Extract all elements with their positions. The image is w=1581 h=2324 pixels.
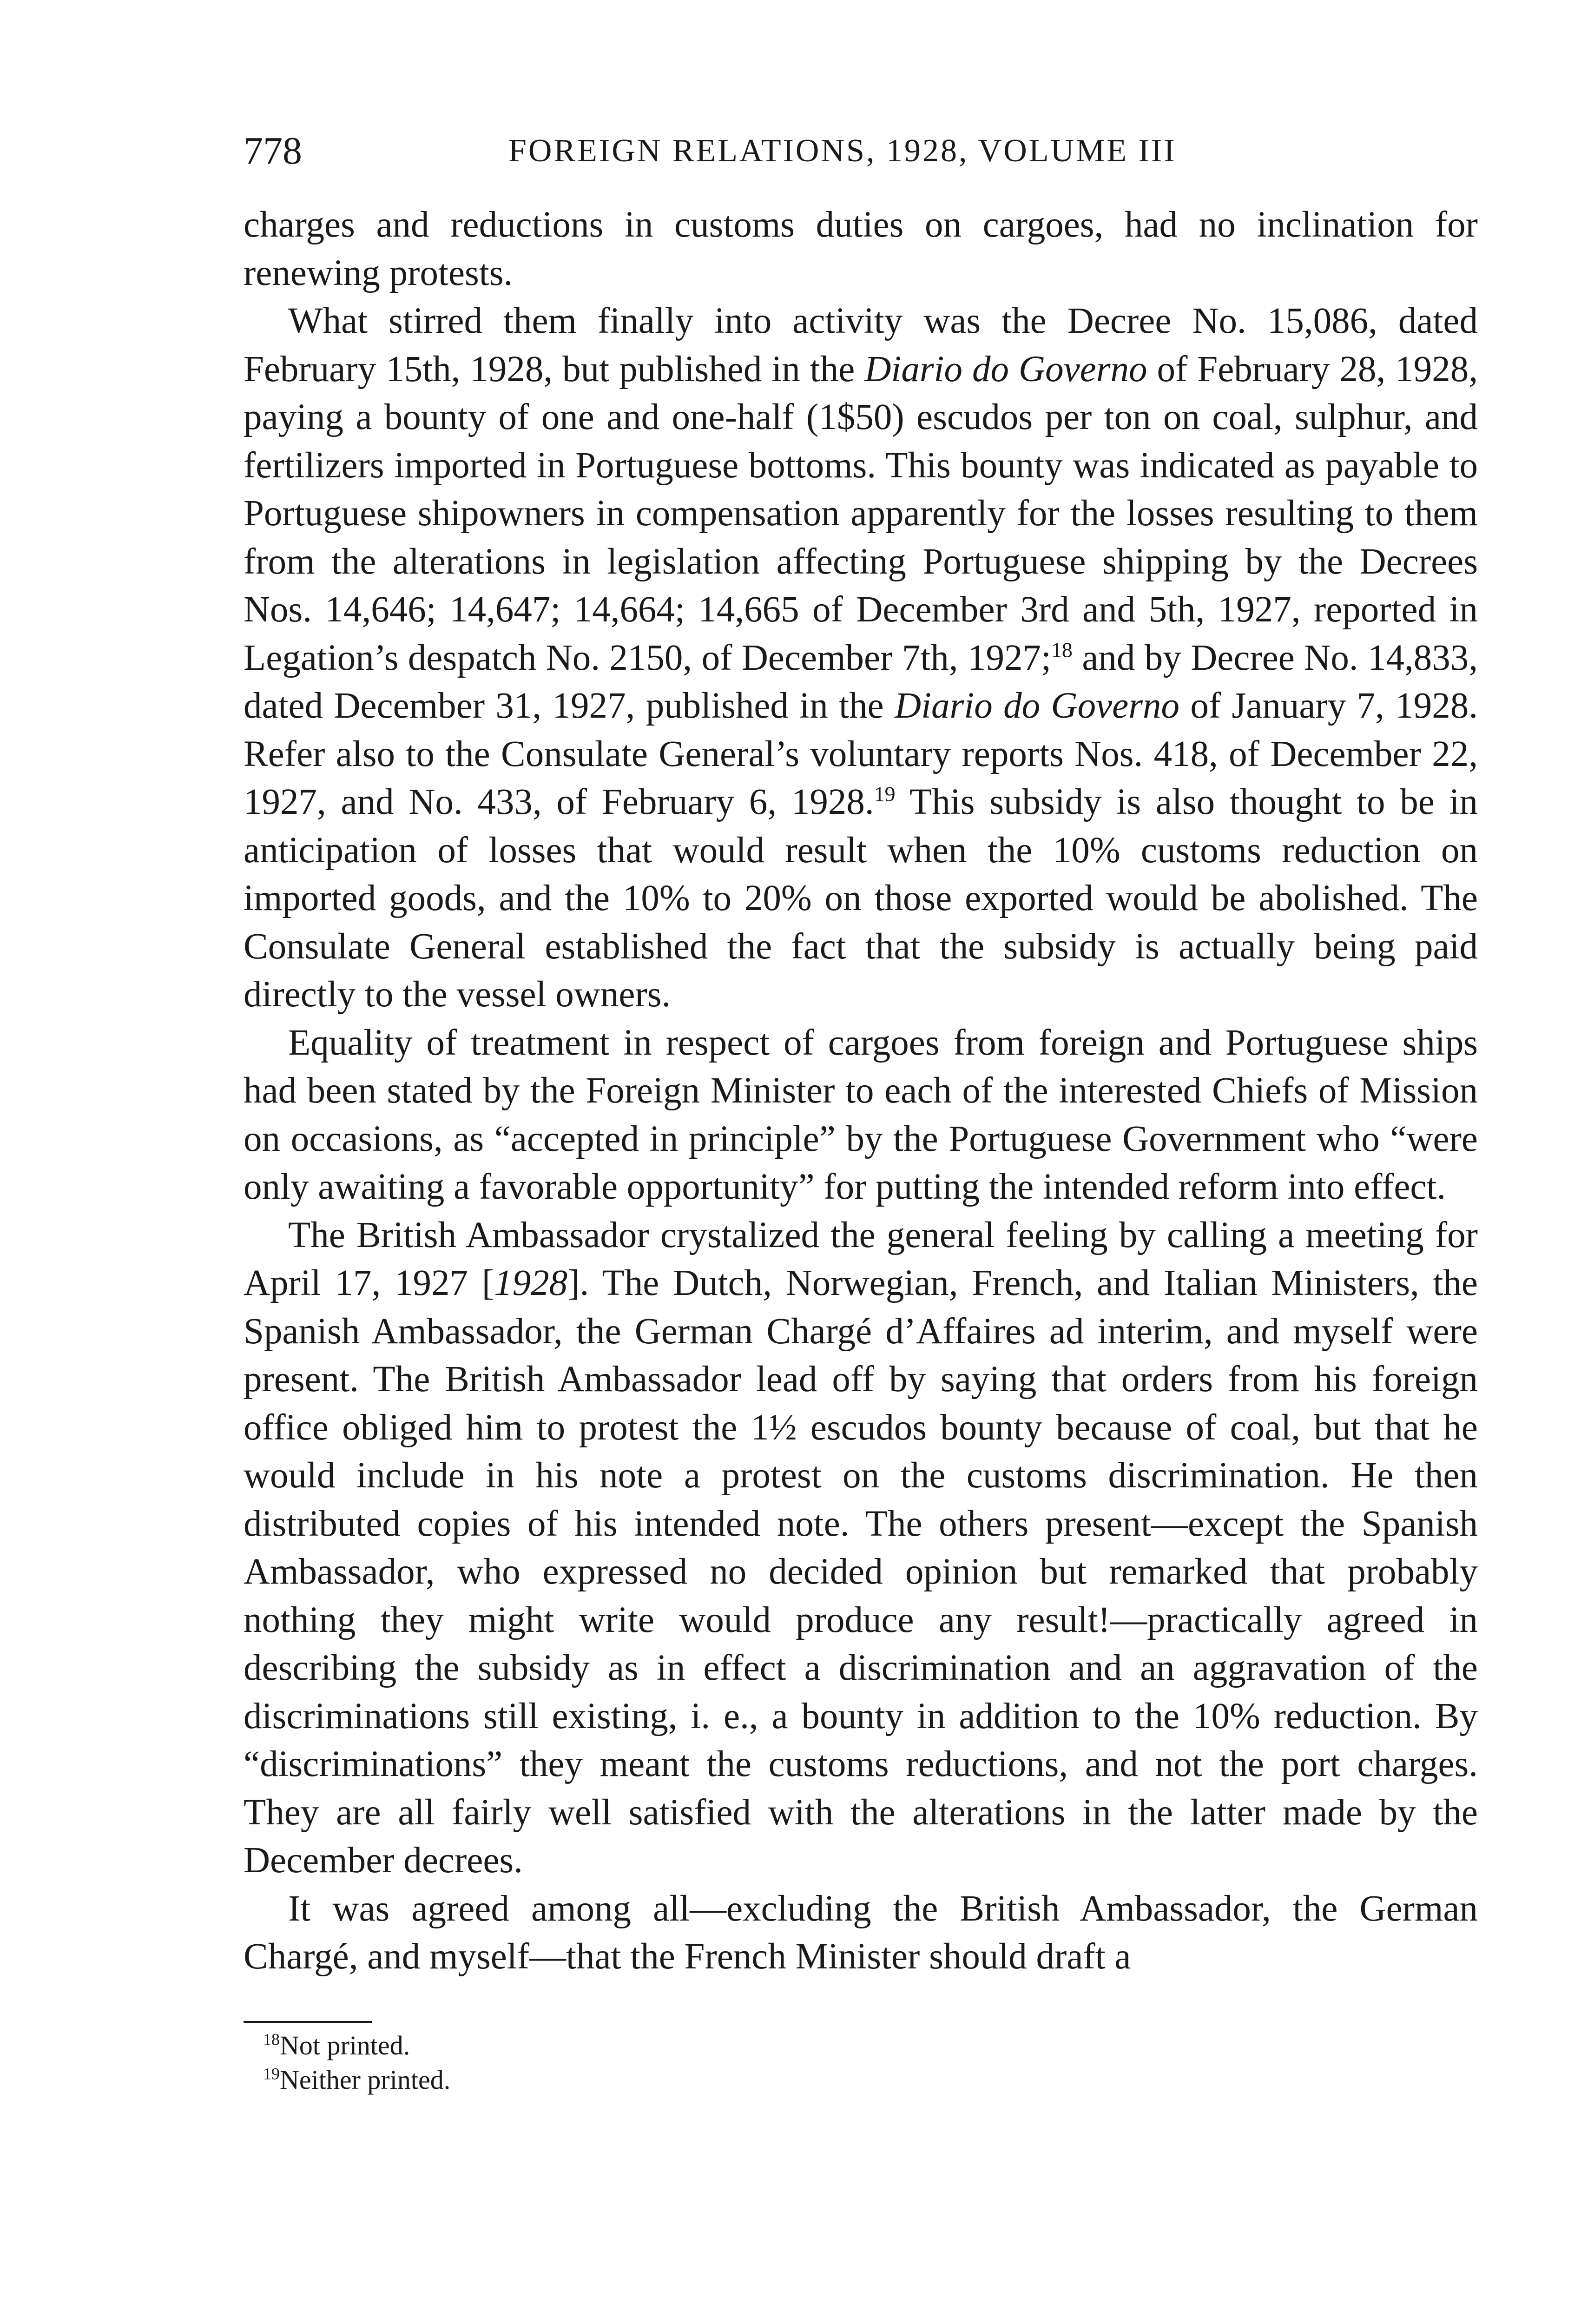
paragraph-text: charges and reductions in customs duties on cargoes, had no inclination for renewing protests. xyxy=(244,205,1478,293)
italic-text: Diario do Governo xyxy=(864,349,1147,390)
document-page xyxy=(244,125,1478,2097)
paragraph-text: of February 28, 1928, paying a bounty of one and one-half (1$50) escudos per ton on coal, sulphur, and fertilizers imported in Portuguese bottoms. This bounty was indicated as payable to Portuguese shipowners in compensation apparently for the losses resulting to them from the alterations in legislation affecting Portuguese shipping by the Decrees Nos. 14,646; 14,647; 14,664; 14,665 of December 3rd and 5th, 1927, reported in Legation’s despatch No. 2150, of December 7th, 1927; xyxy=(244,349,1478,678)
footnote-reference: 18 xyxy=(1051,638,1073,662)
paragraph-text: Equality of treatment in respect of cargoes from foreign and Portuguese ships had been stated by the Foreign Minister to each of the interested Chiefs of Mission on occasions, as “accepted in principle” by the Portuguese Government who “were only awaiting a favorable opportunity” for putting the intended reform into effect. xyxy=(244,1022,1478,1207)
footnote-rule xyxy=(244,2021,372,2023)
italic-text: Diario do Governo xyxy=(895,686,1179,726)
paragraph xyxy=(244,1019,1478,1211)
paragraph-text: of January 7, 1928. Refer also to the Consulate General’s voluntary reports Nos. 418, of December 22, 1927, and No. 433, of February 6, 1928. xyxy=(244,686,1478,822)
paragraph-text: ]. The Dutch, Norwegian, French, and Italian Ministers, the Spanish Ambassador, the German Chargé d’Affaires ad interim, and myself were present. The British Ambassador lead off by saying that orders from his foreign office obliged him to protest the 1½ escudos bounty because of coal, but that he would include in his note a protest on the customs discrimination. He then distributed copies of his intended note. The others present—except the Spanish Ambassador, who expressed no decided opinion but remarked that probably nothing they might write would produce any result!—practically agreed in describing the subsidy as in effect a discrimination and an aggravation of the discriminations still existing, i. e., a bounty in addition to the 10% reduction. By “discriminations” they meant the customs reductions, and not the port charges. They are all fairly well satisfied with the alterations in the latter made by the December decrees. xyxy=(244,1263,1478,1881)
page-number: 778 xyxy=(244,129,302,172)
paragraph xyxy=(244,201,1478,297)
italic-text: 1928 xyxy=(494,1263,568,1303)
footnote xyxy=(244,2028,1478,2063)
body-text xyxy=(244,201,1478,1981)
footnotes xyxy=(244,2028,1478,2097)
page-header xyxy=(244,125,1478,177)
paragraph xyxy=(244,297,1478,1019)
paragraph-text: and by Decree No. 14,833, dated December 31, 1927, published in the xyxy=(244,637,1478,726)
footnote-mark: 19 xyxy=(263,2064,280,2083)
paragraph xyxy=(244,1211,1478,1885)
footnote-text: Not printed. xyxy=(280,2030,410,2060)
running-head: FOREIGN RELATIONS, 1928, VOLUME III xyxy=(508,133,1177,169)
paragraph-text: The British Ambassador crystalized the general feeling by calling a meeting for April 17, 1927 [ xyxy=(244,1215,1478,1303)
footnote-reference: 19 xyxy=(874,782,896,806)
footnote-mark: 18 xyxy=(263,2030,280,2049)
footnote-text: Neither printed. xyxy=(280,2064,451,2095)
paragraph-text: This subsidy is also thought to be in anticipation of losses that would result when the 10% customs reduction on imported goods, and the 10% to 20% on those exported would be abolished. The Consulate General established the fact that the subsidy is actually being paid directly to the vessel owners. xyxy=(244,782,1478,1015)
paragraph-text: What stirred them finally into activity was the Decree No. 15,086, dated February 15th, 1928, but published in the xyxy=(244,301,1478,390)
paragraph xyxy=(244,1885,1478,1981)
footnote xyxy=(244,2063,1478,2097)
paragraph-text: It was agreed among all—excluding the British Ambassador, the German Chargé, and myself—that the French Minister should draft a xyxy=(244,1888,1478,1977)
